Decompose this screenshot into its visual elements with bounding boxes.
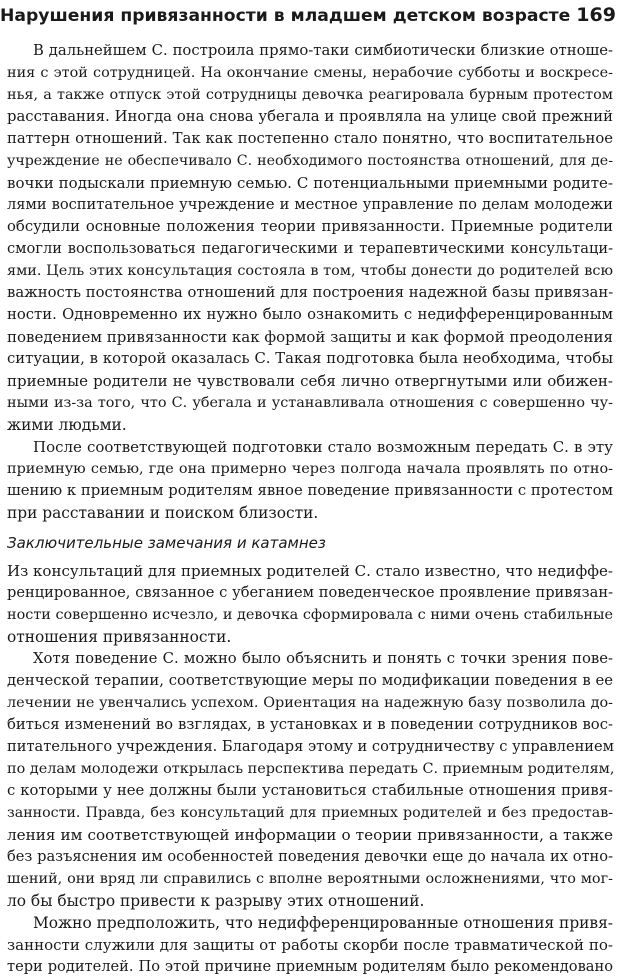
text-line: ния с этой сотрудницей. На окончание смены, нерабочие субботы и воскресе-	[7, 65, 613, 81]
text-line: питательного учреждения. Благодаря этому и сотрудничеству с управлением	[7, 738, 615, 755]
text-line: ситуации, в которой оказалась С. Такая подготовка была необходима, чтобы	[7, 350, 613, 367]
text-line: Можно предположить, что недифференцированные отношения привя-	[33, 914, 613, 932]
text-line: ности. Одновременно их нужно было ознакомить с недифференцированным	[7, 306, 613, 323]
text-line: ренцированное, связанное с убеганием поведенческое проявление привязан-	[7, 584, 613, 601]
text-line: тери родителей. По этой причине приемным родителям было рекомендовано	[7, 958, 613, 975]
text-line: Хотя поведение С. можно было объяснить и понять с точки зрения пове-	[33, 650, 613, 667]
running-header	[0, 2, 620, 28]
text-line: лечении не увенчались успехом. Ориентация на надежную базу позволила до-	[7, 695, 613, 711]
text-line: по делам молодежи открылась перспектива передать С. приемным родителям,	[7, 761, 615, 777]
text-line: После соответствующей подготовки стало возможным передать С. в эту	[33, 438, 613, 456]
text-line: шений, они вряд ли справились с вполне вероятными осложнениями, что мог-	[7, 871, 613, 887]
text-line: поведением привязанности как формой защиты и как формой преодоления	[7, 328, 613, 346]
text-line: с которыми у нее должны были установиться стабильные отношения привя-	[7, 782, 613, 799]
text-line: вочки подыскали приемную семью. С потенциальными приемными родите-	[7, 174, 613, 192]
text-line: приемную семью, где она примерно через полгода начала проявлять по отно-	[7, 461, 613, 477]
text-line: обсудили основные положения теории привязанности. Приемные родители	[7, 218, 613, 235]
text-line: ления им соответствующей информации о теории привязанности, а также	[7, 826, 613, 844]
text-line: важность постоянства отношений для построения надежной базы привязан-	[7, 284, 614, 301]
text-line: без разъяснения им особенностей поведения девочки еще до начала их отно-	[7, 848, 613, 865]
text-line: паттерн отношений. Так как постепенно стало понятно, что воспитательное	[7, 130, 613, 147]
text-line: Из консультаций для приемных родителей С. стало известно, что недиффе-	[7, 562, 613, 580]
text-line: ными из-за того, что С. убегала и устанавливала отношения с совершенно чу-	[7, 395, 613, 411]
text-line: смогли воспользоваться педагогическими и терапевтическими консультаци-	[7, 240, 613, 257]
text-line: приемные родители не чувствовали себя лично отвергнутыми или обижен-	[7, 372, 613, 390]
text-line: нья, а также отпуск этой сотрудницы девочка реагировала бурным протестом	[7, 87, 613, 103]
section-heading: Заключительные замечания и катамнез	[7, 534, 326, 552]
text-line: отношения привязанности.	[7, 628, 232, 646]
text-line: ями. Цель этих консультация состояла в том, чтобы донести до родителей всю	[7, 263, 613, 279]
text-line: лями воспитательное учреждение и местное управление по делам молодежи	[7, 196, 613, 213]
text-line: учреждение не обеспечивало С. необходимого постоянства отношений, для де-	[7, 153, 613, 169]
running-header-title: Нарушения привязанности в младшем детском возрасте	[0, 6, 571, 26]
text-line: занности. Правда, без консультаций для приемных родителей и без предостав-	[7, 805, 613, 821]
text-line: биться изменений во взглядах, в установках и в поведении сотрудников вос-	[7, 716, 613, 733]
page-number: 169	[576, 4, 616, 26]
text-line: ности совершенно исчезло, и девочка сформировала с ними очень стабильные	[7, 607, 613, 623]
text-line: денческой терапии, соответствующие меры по модификации поведения в ее	[7, 672, 613, 689]
text-line: при расставании и поиском близости.	[7, 504, 319, 522]
text-line: занности служили для защиты от работы скорби после травматической по-	[7, 936, 613, 954]
text-line: шению к приемным родителям явное поведение привязанности с протестом	[7, 482, 613, 499]
text-line: расставания. Иногда она снова убегала и проявляла на улице свой прежний	[7, 108, 613, 125]
text-line: В дальнейшем С. построила прямо-таки симбиотически близкие отноше-	[33, 42, 613, 59]
text-line: жими людьми.	[7, 416, 127, 434]
text-line: ло бы быстро привести к разрыву этих отношений.	[7, 892, 425, 910]
